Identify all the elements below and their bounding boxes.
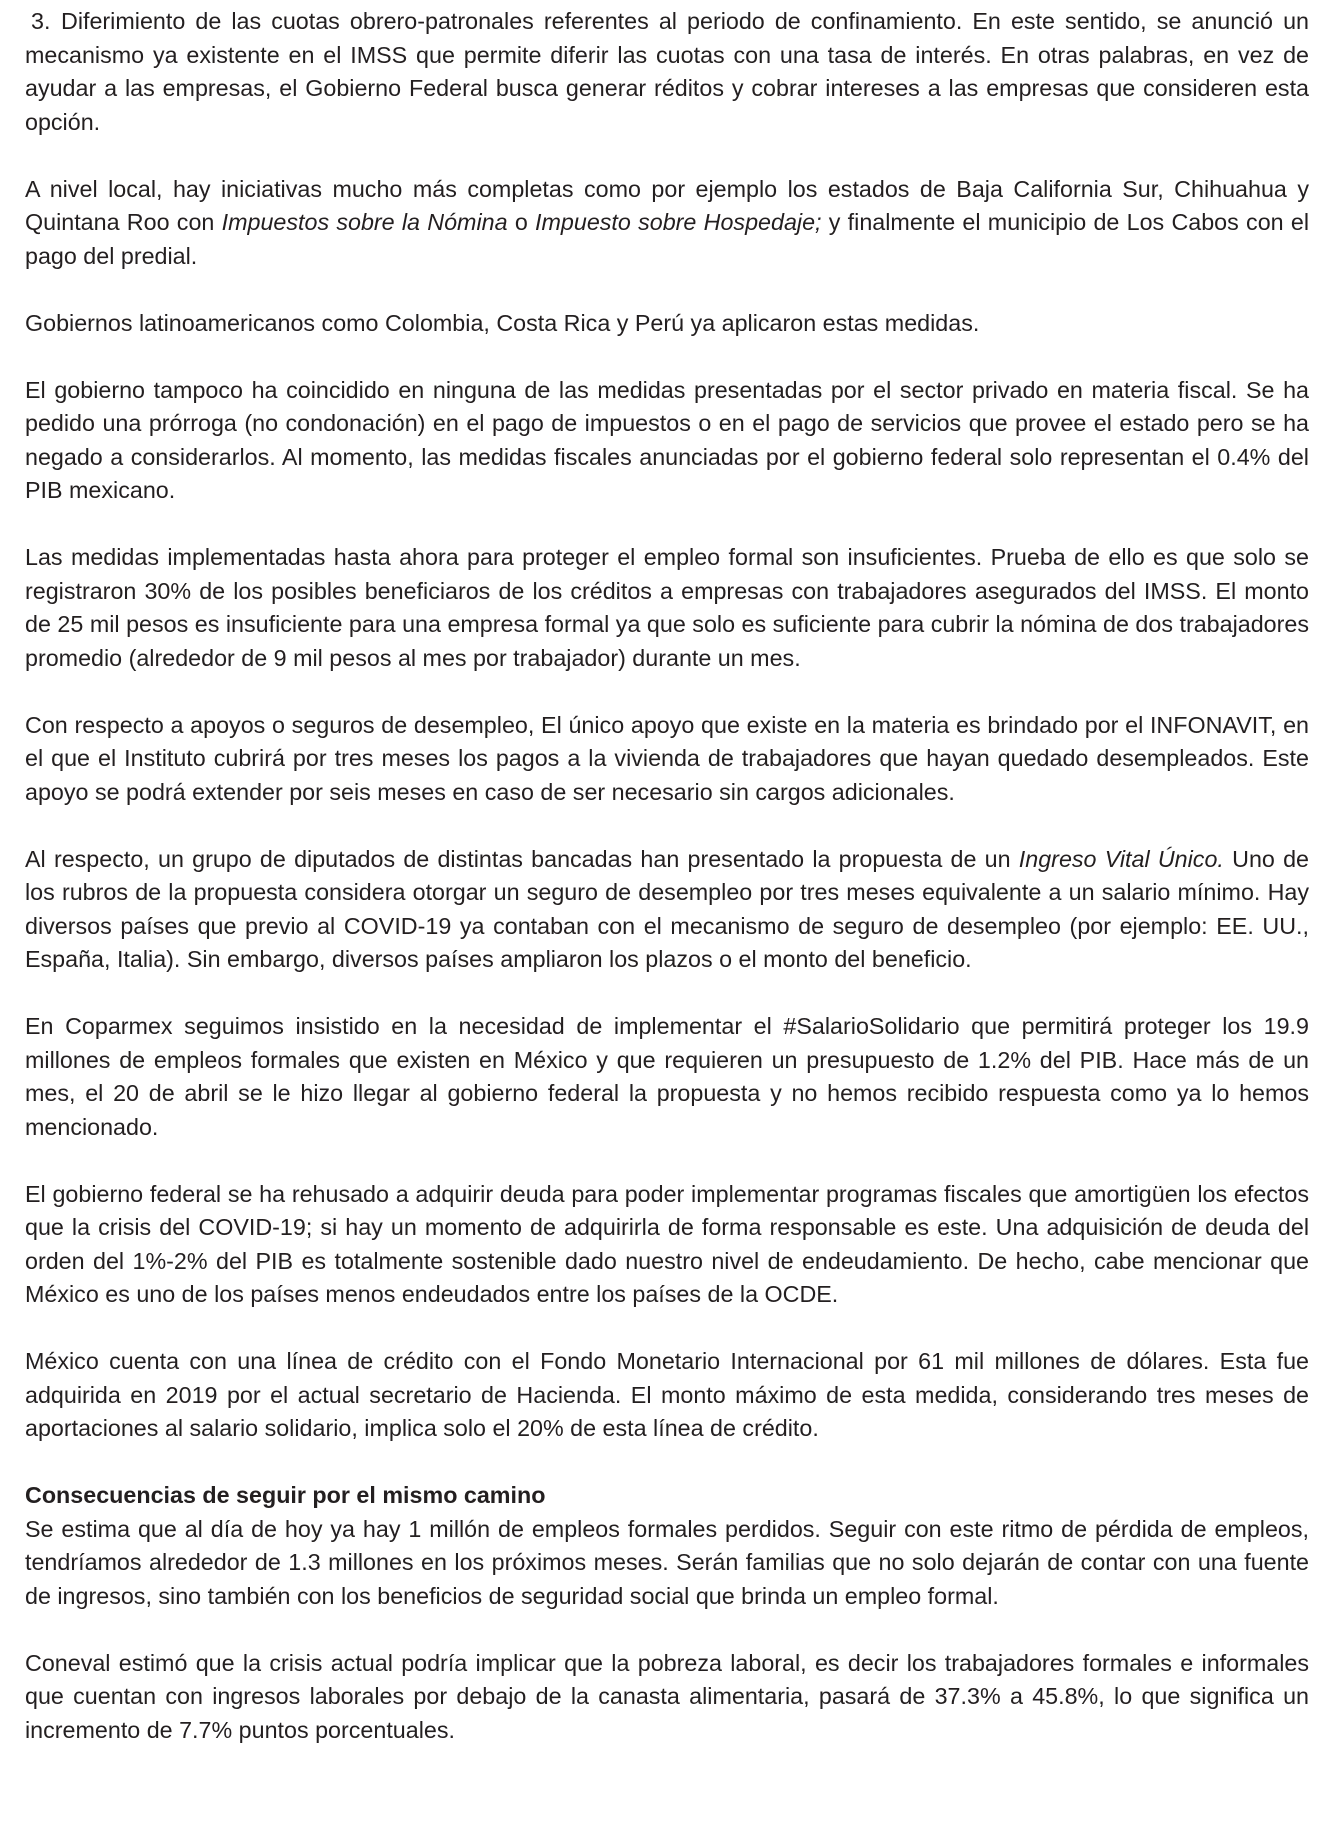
text-run: y finalmente el municipio de Los Cabos con el pago del predial. xyxy=(25,209,1309,269)
paragraph-local-initiatives xyxy=(25,173,1309,274)
list-item-3 xyxy=(25,5,1309,139)
paragraph-empleo: Las medidas implementadas hasta ahora para proteger el empleo formal son insuficientes. Prueba de ello es que solo se registraron 30% de los posibles beneficiaros de los créditos a empresas con trabajadores asegurados del IMSS. El monto de 25 mil pesos es insuficiente para una empresa formal ya que solo es suficiente para cubrir la nómina de dos trabajadores promedio (alrededor de 9 mil pesos al mes por trabajador) durante un mes. xyxy=(25,544,1309,671)
italic-text: Impuestos sobre la Nómina xyxy=(221,209,508,235)
paragraph-fiscal: El gobierno tampoco ha coincidido en ninguna de las medidas presentadas por el sector privado en materia fiscal. Se ha pedido una prórroga (no condonación) en el pago de impuestos o en el pago de servicios que provee el estado pero se ha negado a considerarlos. Al momento, las medidas fiscales anunciadas por el gobierno federal solo representan el 0.4% del PIB mexicano. xyxy=(25,376,1309,503)
paragraph-deuda: El gobierno federal se ha rehusado a adquirir deuda para poder implementar programas fiscales que amortigüen los efectos que la crisis del COVID-19; si hay un momento de adquirirla de forma responsable es este. Una adquisición de deuda del orden del 1%-2% del PIB es totalmente sostenible dado nuestro nivel de endeudamiento. De hecho, cabe mencionar que México es uno de los países menos endeudados entre los países de la OCDE. xyxy=(25,1180,1309,1307)
paragraph-coneval: Coneval estimó que la crisis actual podría implicar que la pobreza laboral, es decir los trabajadores formales e informales que cuentan con ingresos laborales por debajo de la canasta alimentaria, pasará de 37.3% a 45.8%, lo que significa un incremento de 7.7% puntos porcentuales. xyxy=(25,1649,1309,1743)
document-page xyxy=(25,5,1309,1781)
paragraph-latam: Gobiernos latinoamericanos como Colombia, Costa Rica y Perú ya aplicaron estas medidas. xyxy=(25,309,980,336)
text-run: Al respecto, un grupo de diputados de distintas bancadas han presentado la propuesta de un xyxy=(25,845,1019,872)
text-run: Uno de los rubros de la propuesta considera otorgar un seguro de desempleo por tres meses equivalente a un salario mínimo. Hay diversos países que previo al COVID-19 ya contaban con el mecanismo de seguro de desempleo (por ejemplo: EE. UU., España, Italia). Sin embargo, diversos países ampliaron los plazos o el monto del beneficio. xyxy=(25,845,1309,972)
paragraph-fmi: México cuenta con una línea de crédito con el Fondo Monetario Internacional por 61 mil millones de dólares. Esta fue adquirida en 2019 por el actual secretario de Hacienda. El monto máximo de esta medida, considerando tres meses de aportaciones al salario solidario, implica solo el 20% de esta línea de crédito. xyxy=(25,1348,1309,1441)
italic-text: Impuesto sobre Hospedaje; xyxy=(535,209,822,235)
list-number: 3. xyxy=(31,8,51,34)
section-heading: Consecuencias de seguir por el mismo camino xyxy=(25,1482,546,1508)
paragraph-ingreso-vital xyxy=(25,843,1309,977)
paragraph-estima: Se estima que al día de hoy ya hay 1 millón de empleos formales perdidos. Seguir con este ritmo de pérdida de empleos, tendríamos alrededor de 1.3 millones en los próximos meses. Serán familias que no solo dejarán de contar con una fuente de ingresos, sino también con los beneficios de seguridad social que brinda un empleo formal. xyxy=(25,1515,1309,1609)
italic-text: Ingreso Vital Único. xyxy=(1018,845,1224,872)
text-run: o xyxy=(507,209,536,235)
text-run: A nivel local, hay iniciativas mucho más completas como por ejemplo los estados de Baja California Sur, Chihuahua y Quintana Roo con xyxy=(25,175,1309,235)
paragraph-infonavit: Con respecto a apoyos o seguros de desempleo, El único apoyo que existe en la materia es brindado por el INFONAVIT, en el que el Instituto cubrirá por tres meses los pagos a la vivienda de trabajadores que hayan quedado desempleados. Este apoyo se podrá extender por seis meses en caso de ser necesario sin cargos adicionales. xyxy=(25,711,1309,805)
list-item-text: Diferimiento de las cuotas obrero-patronales referentes al periodo de confinamiento. En este sentido, se anunció un mecanismo ya existente en el IMSS que permite diferir las cuotas con una tasa de interés. En otras palabras, en vez de ayudar a las empresas, el Gobierno Federal busca generar réditos y cobrar intereses a las empresas que consideren esta opción. xyxy=(25,8,1309,135)
paragraph-coparmex: En Coparmex seguimos insistido en la necesidad de implementar el #SalarioSolidario que permitirá proteger los 19.9 millones de empleos formales que existen en México y que requieren un presupuesto de 1.2% del PIB. Hace más de un mes, el 20 de abril se le hizo llegar al gobierno federal la propuesta y no hemos recibido respuesta como ya lo hemos mencionado. xyxy=(25,1013,1309,1140)
